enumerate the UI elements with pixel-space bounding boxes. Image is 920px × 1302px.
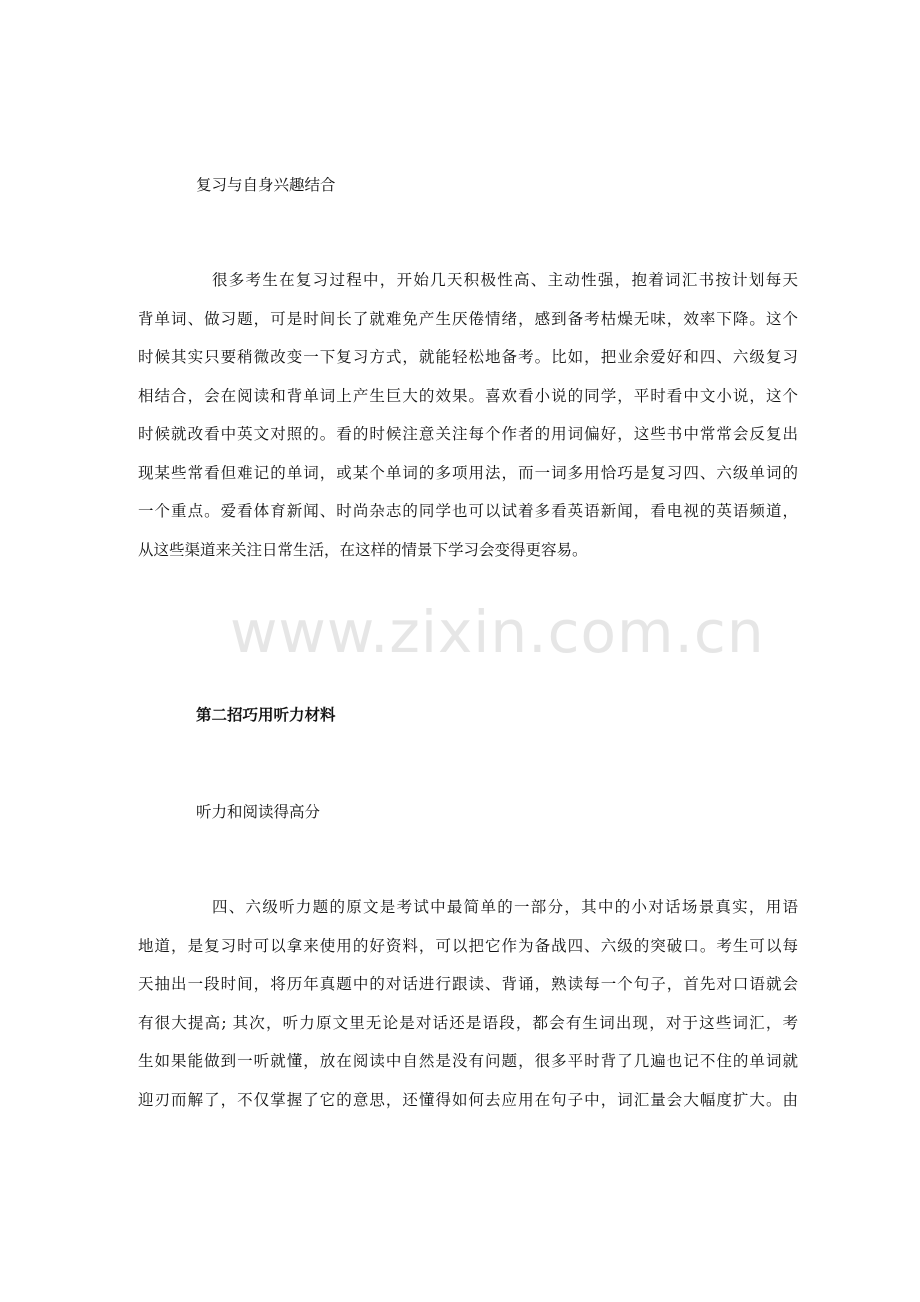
paragraph-line: 时候其实只要稍微改变一下复习方式，就能轻松地备考。比如，把业余爱好和四、六级复习 <box>138 348 798 366</box>
paragraph-line: 背单词、做习题，可是时间长了就难免产生厌倦情绪，感到备考枯燥无味，效率下降。这个 <box>138 309 798 328</box>
paragraph-line: 四、六级听力题的原文是考试中最简单的一部分，其中的小对话场景真实，用语 <box>212 898 798 916</box>
paragraph-line: 地道，是复习时可以拿来使用的好资料，可以把它作为备战四、六级的突破口。考生可以每 <box>138 936 798 955</box>
paragraph-line: 相结合，会在阅读和背单词上产生巨大的效果。喜欢看小说的同学，平时看中文小说，这个 <box>138 386 798 405</box>
paragraph-interest <box>138 261 798 569</box>
paragraph-line: 从这些渠道来关注日常生活，在这样的情景下学习会变得更容易。 <box>138 540 588 559</box>
watermark: www.zixin.com.cn <box>230 598 765 666</box>
paragraph-listening <box>138 888 798 1119</box>
paragraph-line: 天抽出一段时间，将历年真题中的对话进行跟读、背诵，熟读每一个句子，首先对口语就会 <box>138 975 798 993</box>
section-heading-interest: 复习与自身兴趣结合 <box>196 176 336 194</box>
paragraph-line: 现某些常看但难记的单词，或某个单词的多项用法，而一词多用恰巧是复习四、六级单词的 <box>138 463 798 482</box>
paragraph-line: 生如果能做到一听就懂，放在阅读中自然是没有问题，很多平时背了几遍也记不住的单词就 <box>138 1052 798 1070</box>
paragraph-line: 时候就改看中英文对照的。看的时候注意关注每个作者的用词偏好，这些书中常常会反复出 <box>138 425 798 443</box>
section-heading-listening-materials: 第二招巧用听力材料 <box>196 705 336 724</box>
section-heading-listening-reading: 听力和阅读得高分 <box>196 803 321 821</box>
paragraph-line: 有很大提高; 其次，听力原文里无论是对话还是语段，都会有生词出现，对于这些词汇，考 <box>138 1013 798 1032</box>
paragraph-line: 很多考生在复习过程中，开始几天积极性高、主动性强，抱着词汇书按计划每天 <box>212 271 798 289</box>
paragraph-line: 迎刃而解了，不仅掌握了它的意思，还懂得如何去应用在句子中，词汇量会大幅度扩大。由 <box>138 1090 798 1109</box>
paragraph-line: 一个重点。爱看体育新闻、时尚杂志的同学也可以试着多看英语新闻，看电视的英语频道， <box>138 502 798 520</box>
